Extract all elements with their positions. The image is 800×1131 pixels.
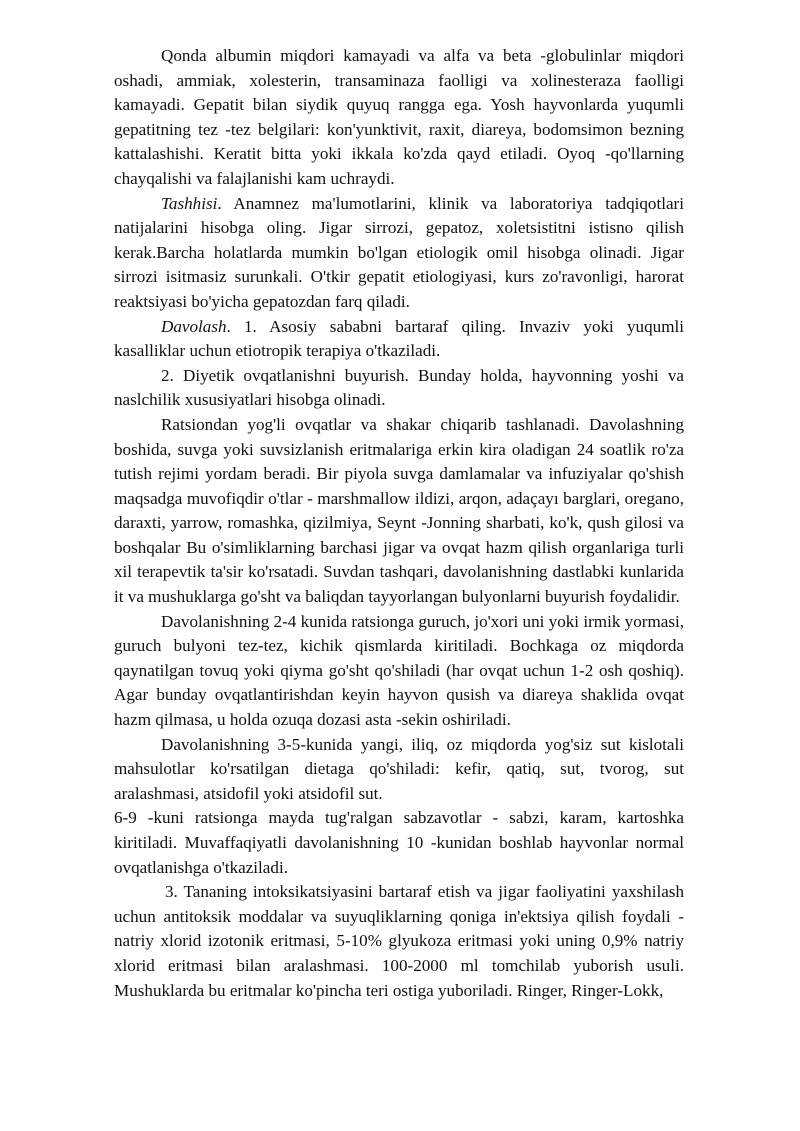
paragraph-days-3-5: Davolanishning 3-5-kunida yangi, iliq, oz miqdorda yog'siz sut kislotali mahsulotlar ko'rsatilgan dietaga qo'shiladi: kefir, qatiq, sut, tvorog, sut aralashmasi, atsidofil yoki atsidofil sut. bbox=[114, 734, 684, 803]
paragraph-ration: Ratsiondan yog'li ovqatlar va shakar chiqarib tashlanadi. Davolashning boshida, suvga yoki suvsizlanish eritmalariga erkin kira oladigan 24 soatlik ro'za tutish rejimi yordam beradi. Bir piyola suvga damlamalar va infuziyalar qo'shish maqsadga muvofiqdir o'tlar - marshmallow ildizi, arqon, adaçayı barglari, oregano, daraxti, yarrow, romashka, qizilmiya, Seynt -Jonning sharbati, ko'k, qush gilosi va boshqalar Bu o'simliklarning barchasi jigar va ovqat hazm qilish organlariga turli xil terapevtik ta'sir ko'rsatadi. Suvdan tashqari, davolanishning dastlabki kunlarida it va mushuklarga go'sht va baliqdan tayyorlangan bulyonlarni buyurish foydalidir. bbox=[114, 414, 684, 607]
paragraph-diet: 2. Diyetik ovqatlanishni buyurish. Bunday holda, hayvonning yoshi va naslchilik xususiyatlari hisobga olinadi. bbox=[114, 365, 684, 410]
diagnosis-heading: Tashhisi bbox=[161, 193, 218, 213]
treatment-text: . 1. Asosiy sababni bartaraf qiling. Invaziv yoki yuqumli kasalliklar uchun etiotropik terapiya o'tkaziladi. bbox=[114, 316, 684, 361]
paragraph-days-6-9: 6-9 -kuni ratsionga mayda tug'ralgan sabzavotlar - sabzi, karam, kartoshka kiritiladi. Muvaffaqiyatli davolanishning 10 -kunidan boshlab hayvonlar normal ovqatlanishga o'tkaziladi. bbox=[114, 808, 684, 877]
paragraph-treatment bbox=[114, 315, 684, 364]
paragraph-intoxication: 3. Tananing intoksikatsiyasini bartaraf etish va jigar faoliyatini yaxshilash uchun antitoksik moddalar va suyuqliklarning qoniga in'ektsiya qilish foydali - natriy xlorid izotonik eritmasi, 5-10% glyukoza eritmasi yoki uning 0,9% natriy xlorid eritmasi bilan aralashmasi. 100-2000 ml tomchilab yuborish usuli. Mushuklarda bu eritmalar ko'pincha teri ostiga yuboriladi. Ringer, Ringer-Lokk, bbox=[114, 882, 684, 1000]
treatment-heading: Davolash bbox=[161, 316, 227, 336]
paragraph-blood-indicators: Qonda albumin miqdori kamayadi va alfa va beta -globulinlar miqdori oshadi, ammiak, xolesterin, transaminaza faolligi va xolinesteraza faolligi kamayadi. Gepatit bilan siydik quyuq rangga ega. Yosh hayvonlarda yuqumli gepatitning tez -tez belgilari: kon'yunktivit, raxit, diareya, bodomsimon bezning kattalashishi. Keratit bitta yoki ikkala ko'zda qayd etiladi. Oyoq -qo'llarning chayqalishi va falajlanishi kam uchraydi. bbox=[114, 46, 684, 188]
paragraph-days-2-4: Davolanishning 2-4 kunida ratsionga guruch, jo'xori uni yoki irmik yormasi, guruch bulyoni tez-tez, kichik qismlarda kiritiladi. Bochkaga oz miqdorda qaynatilgan tovuq yoki qiyma go'sht qo'shiladi (har ovqat uchun 1-2 osh qoshiq). Agar bunday ovqatlantirishdan keyin hayvon qusish va diareya shaklida ovqat hazm qilmasa, u holda ozuqa dozasi asta -sekin oshiriladi. bbox=[114, 611, 684, 730]
document-page bbox=[114, 44, 684, 1003]
paragraph-diagnosis bbox=[114, 192, 684, 315]
diagnosis-text: . Anamnez ma'lumotlarini, klinik va laboratoriya tadqiqotlari natijalarini hisobga oling. Jigar sirrozi, gepatoz, xoletsistitni istisno qilish kerak.Barcha holatlarda mumkin bo'lgan etiologik omil hisobga olinadi. Jigar sirrozi isitmasiz surunkali. O'tkir gepatit etiologiyasi, kurs zo'ravonligi, harorat reaktsiyasi bo'yicha gepatozdan farq qiladi. bbox=[114, 193, 684, 311]
